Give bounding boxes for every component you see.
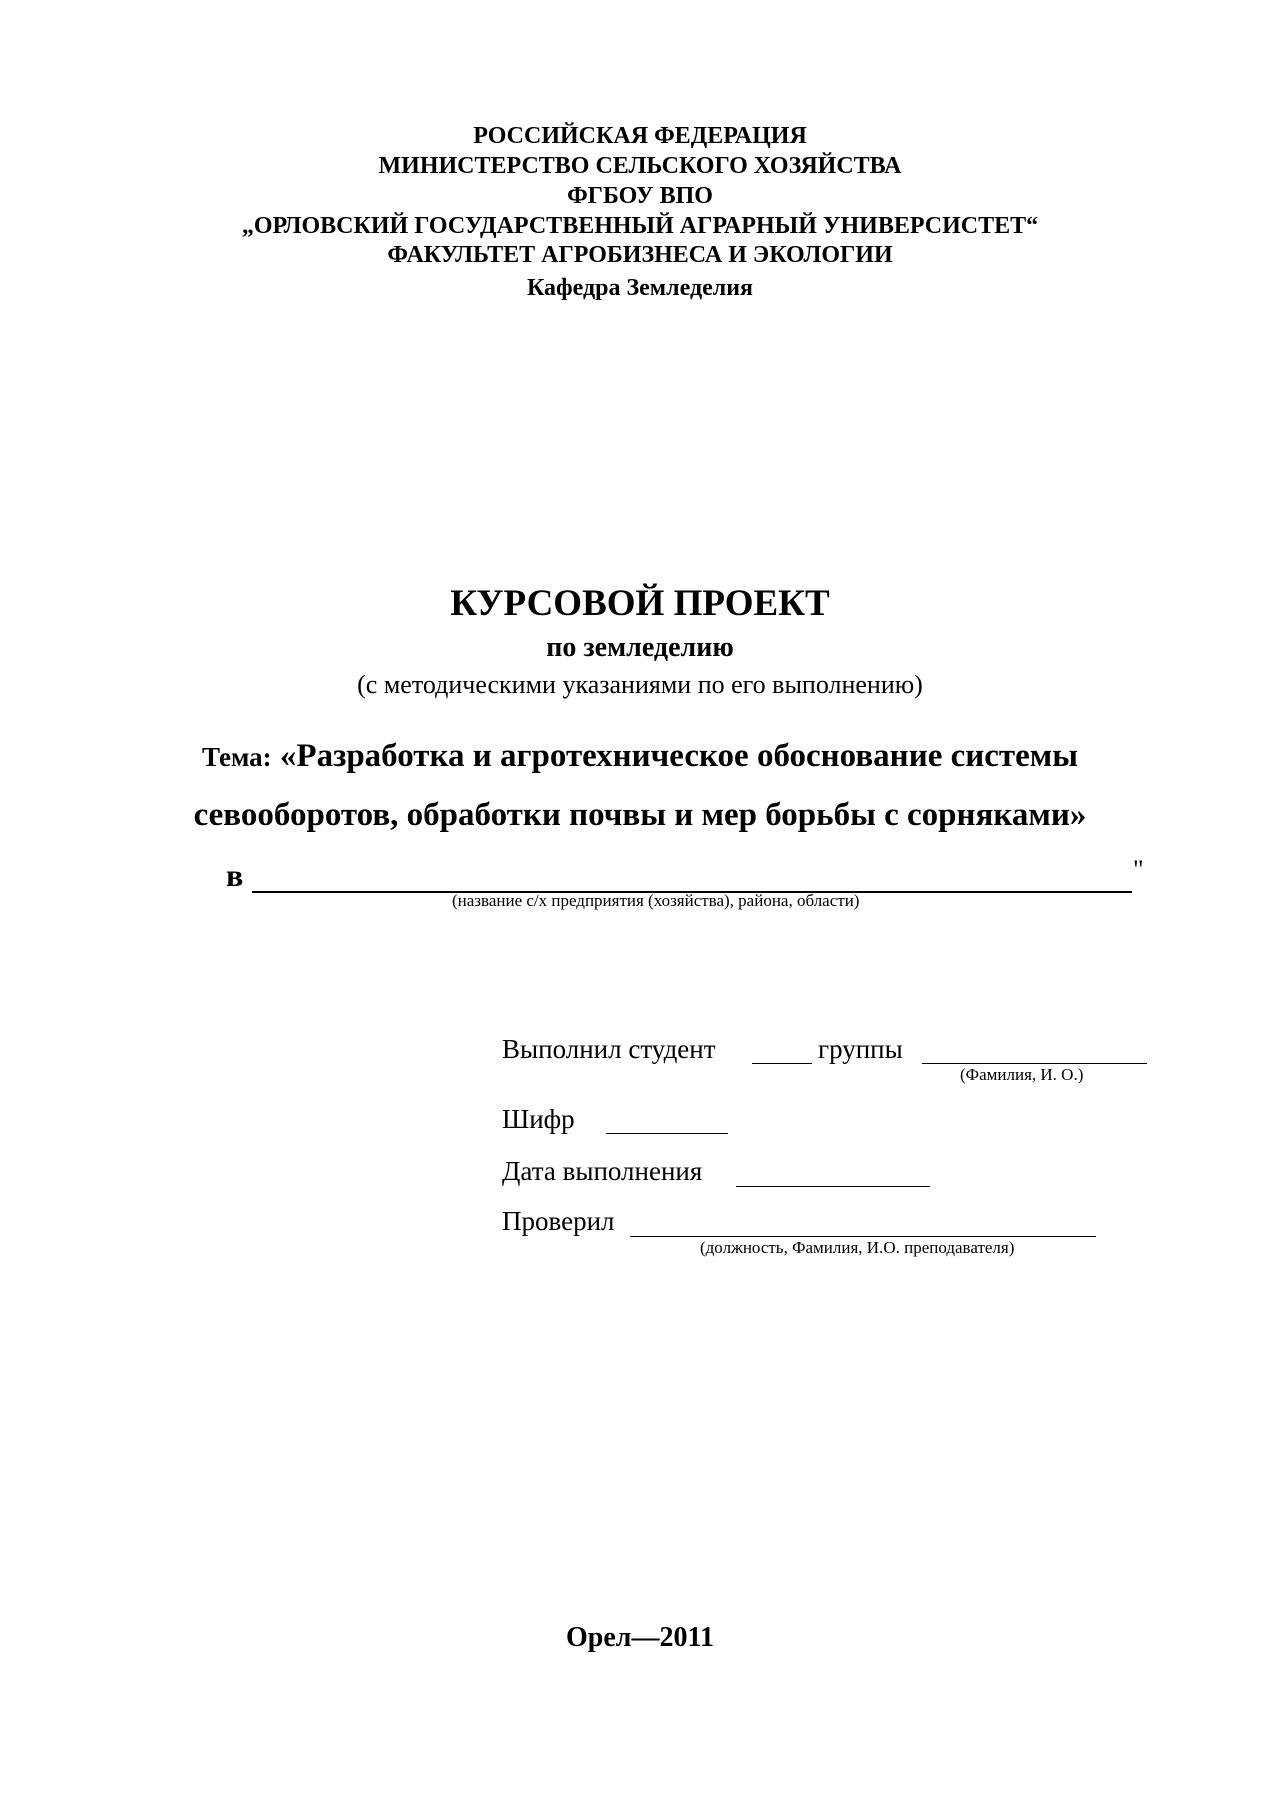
theme-prefix: в <box>226 857 244 893</box>
theme-line-2: севооборотов, обработки почвы и мер борьбы с сорняками» <box>193 797 1087 833</box>
checked-underline[interactable] <box>630 1236 1096 1237</box>
theme-quote-mark: " <box>1133 855 1144 884</box>
theme-label: Тема: <box>201 742 272 772</box>
footer-city-year: Орел—2011 <box>566 1622 714 1653</box>
enterprise-caption: (название с/х предприятия (хозяйства), района, области) <box>452 891 860 910</box>
date-underline[interactable] <box>736 1186 930 1187</box>
group-number-underline[interactable] <box>752 1063 812 1064</box>
header-line-university: „ОРЛОВСКИЙ ГОСУДАРСТВЕННЫЙ АГРАРНЫЙ УНИВЕРСИСТЕТ“ <box>241 213 1039 239</box>
student-label: Выполнил студент <box>502 1034 716 1064</box>
cipher-underline[interactable] <box>606 1133 728 1134</box>
document-subject: по земледелию <box>546 632 734 663</box>
group-label: группы <box>818 1034 903 1064</box>
document-title: КУРСОВОЙ ПРОЕКТ <box>450 583 830 624</box>
header-line-institution-type: ФГБОУ ВПО <box>567 183 713 209</box>
header-line-faculty: ФАКУЛЬТЕТ АГРОБИЗНЕСА И ЭКОЛОГИИ <box>387 242 893 268</box>
student-name-caption: (Фамилия, И. О.) <box>960 1065 1084 1084</box>
header-line-ministry: МИНИСТЕРСТВО СЕЛЬСКОГО ХОЗЯЙСТВА <box>378 153 902 179</box>
checked-label: Проверил <box>502 1206 615 1236</box>
theme-text-1: «Разработка и агротехническое обоснование системы <box>279 738 1079 774</box>
theme-line-1 <box>0 738 1280 775</box>
date-label: Дата выполнения <box>502 1156 703 1186</box>
header-line-federation: РОССИЙСКАЯ ФЕДЕРАЦИЯ <box>473 123 807 149</box>
cipher-label: Шифр <box>502 1104 575 1134</box>
header-line-department: Кафедра Земледелия <box>526 275 754 301</box>
document-note: (с методическими указаниями по его выполнению) <box>357 670 923 699</box>
checked-caption: (должность, Фамилия, И.О. преподавателя) <box>700 1238 1015 1257</box>
student-name-underline[interactable] <box>922 1063 1147 1064</box>
